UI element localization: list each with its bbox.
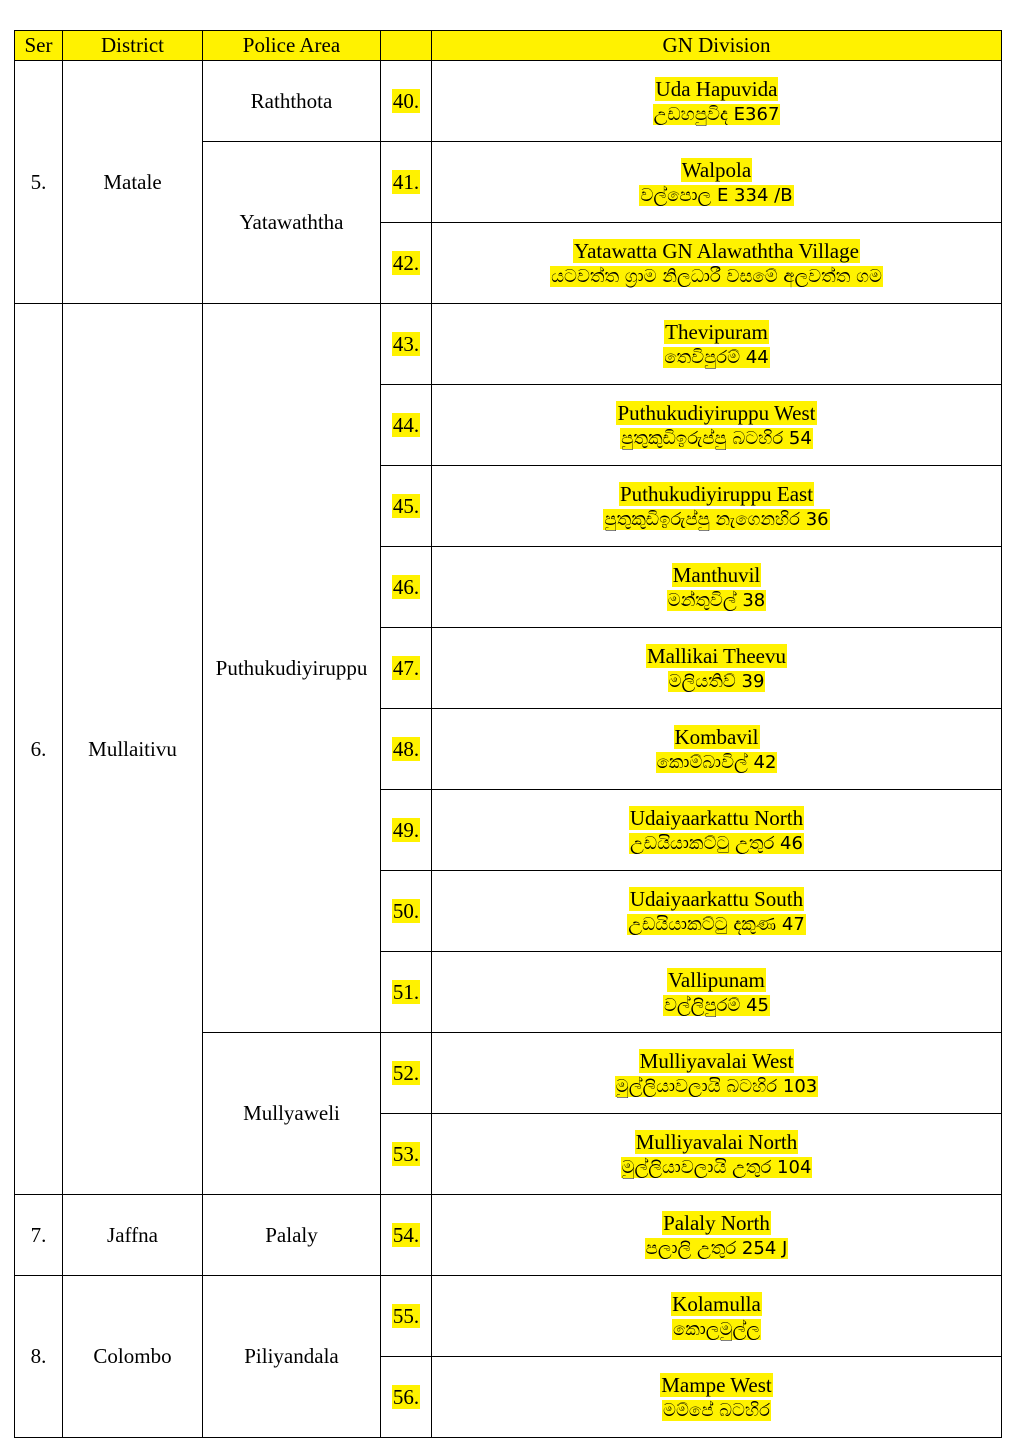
district-cell: Colombo [63,1276,203,1438]
gn-division-cell [432,547,1002,628]
entry-number-cell [381,1357,432,1438]
police-area-cell: Piliyandala [203,1276,381,1438]
gn-name-sinhala: මුල්ලියාවලායි උතුර 104 [621,1157,812,1179]
police-area-cell: Mullyaweli [203,1033,381,1195]
entry-number: 40. [392,88,420,113]
gn-name-sinhala: වල්ලිපුරම් 45 [663,995,770,1017]
gn-name-sinhala: පුතුකුඩිඉරුප්පු බටහිර 54 [621,428,812,450]
gn-name-english: Puthukudiyiruppu West [617,400,816,425]
gn-name-sinhala: මලියතිව් 39 [668,671,765,693]
entry-number: 43. [392,331,420,356]
gn-division-cell [432,952,1002,1033]
gn-name-english: Kolamulla [672,1291,761,1316]
gn-name-english: Kombavil [674,724,759,749]
entry-number: 41. [392,169,420,194]
gn-division-cell [432,1033,1002,1114]
entry-number: 42. [392,250,420,275]
gn-division-cell [432,385,1002,466]
gn-division-cell [432,790,1002,871]
entry-number-cell [381,1114,432,1195]
entry-number: 46. [392,574,420,599]
gn-name-english: Walpola [681,157,752,182]
entry-number-cell [381,871,432,952]
gn-name-sinhala: යටවත්ත ග්‍රාම නිලධාරී වසමේ අලවත්ත ගම [551,266,882,288]
header-number [381,31,432,61]
gn-name-english: Thevipuram [665,319,768,344]
entry-number: 51. [392,979,420,1004]
gn-name-english: Yatawatta GN Alawaththa Village [574,238,859,263]
gn-name-sinhala: පුතුකුඩිඉරුප්පු නැගෙනහිර 36 [604,509,829,531]
gn-name-sinhala: පලාලි උතුර 254 J [645,1238,788,1260]
entry-number: 48. [392,736,420,761]
entry-number-cell [381,952,432,1033]
gn-name-english: Udaiyaarkattu North [629,805,804,830]
ser-cell: 5. [15,61,63,304]
ser-cell: 7. [15,1195,63,1276]
gn-name-english: Manthuvil [672,562,761,587]
gn-division-cell [432,871,1002,952]
entry-number: 50. [392,898,420,923]
gn-name-english: Mallikai Theevu [647,643,786,668]
entry-number-cell [381,304,432,385]
entry-number-cell [381,1276,432,1357]
gn-division-cell [432,1114,1002,1195]
gn-name-english: Mulliyavalai West [639,1048,794,1073]
entry-number-cell [381,223,432,304]
entry-number: 56. [392,1384,420,1409]
gn-division-cell [432,61,1002,142]
entry-number-cell [381,385,432,466]
gn-division-cell [432,142,1002,223]
entry-number-cell [381,466,432,547]
gn-division-cell [432,304,1002,385]
district-cell: Matale [63,61,203,304]
police-area-cell: Palaly [203,1195,381,1276]
entry-number: 52. [392,1060,420,1085]
entry-number: 49. [392,817,420,842]
entry-number: 53. [392,1141,420,1166]
header-ser: Ser [15,31,63,61]
entry-number: 47. [392,655,420,680]
gn-division-table [14,30,1002,1438]
header-district: District [63,31,203,61]
table-row [15,1276,1002,1357]
table-row [15,304,1002,385]
header-police-area: Police Area [203,31,381,61]
table-header-row [15,31,1002,61]
police-area-cell: Yatawaththa [203,142,381,304]
gn-division-cell [432,1357,1002,1438]
police-area-cell: Raththota [203,61,381,142]
entry-number: 44. [392,412,420,437]
entry-number-cell [381,1033,432,1114]
gn-name-sinhala: මුල්ලියාවලායි බටහිර 103 [615,1076,818,1098]
gn-name-sinhala: මම්පේ බටහිර [663,1400,770,1422]
gn-name-sinhala: තෙවිපුරම් 44 [664,347,769,369]
gn-name-english: Palaly North [663,1210,770,1235]
table-row [15,61,1002,142]
police-area-cell: Puthukudiyiruppu [203,304,381,1033]
gn-name-sinhala: උඩයියාකට්ටු දකුණ 47 [628,914,805,936]
gn-division-cell [432,466,1002,547]
table-row [15,1195,1002,1276]
ser-cell: 6. [15,304,63,1195]
gn-name-english: Vallipunam [668,967,765,992]
gn-name-sinhala: උඩහපුවිද E367 [653,104,780,126]
entry-number: 55. [392,1303,420,1328]
district-cell: Jaffna [63,1195,203,1276]
gn-division-cell [432,1195,1002,1276]
entry-number-cell [381,61,432,142]
header-gn-division: GN Division [432,31,1002,61]
district-cell: Mullaitivu [63,304,203,1195]
entry-number-cell [381,1195,432,1276]
gn-division-cell [432,1276,1002,1357]
entry-number-cell [381,628,432,709]
gn-name-english: Mulliyavalai North [635,1129,798,1154]
entry-number: 54. [392,1222,420,1247]
gn-name-sinhala: වල්පොල E 334 /B [640,185,793,207]
gn-name-english: Mampe West [661,1372,772,1397]
entry-number: 45. [392,493,420,518]
gn-name-sinhala: කොලමුල්ල [673,1319,760,1341]
gn-name-sinhala: කොම්බාවිල් 42 [656,752,777,774]
entry-number-cell [381,547,432,628]
gn-division-cell [432,223,1002,304]
gn-name-sinhala: උඩයියාකට්ටු උතුර 46 [630,833,803,855]
entry-number-cell [381,790,432,871]
gn-name-english: Puthukudiyiruppu East [619,481,814,506]
gn-name-sinhala: මන්තුවිල් 38 [667,590,766,612]
gn-division-cell [432,628,1002,709]
gn-division-cell [432,709,1002,790]
ser-cell: 8. [15,1276,63,1438]
entry-number-cell [381,709,432,790]
gn-name-english: Udaiyaarkattu South [629,886,804,911]
gn-name-english: Uda Hapuvida [655,76,778,101]
entry-number-cell [381,142,432,223]
